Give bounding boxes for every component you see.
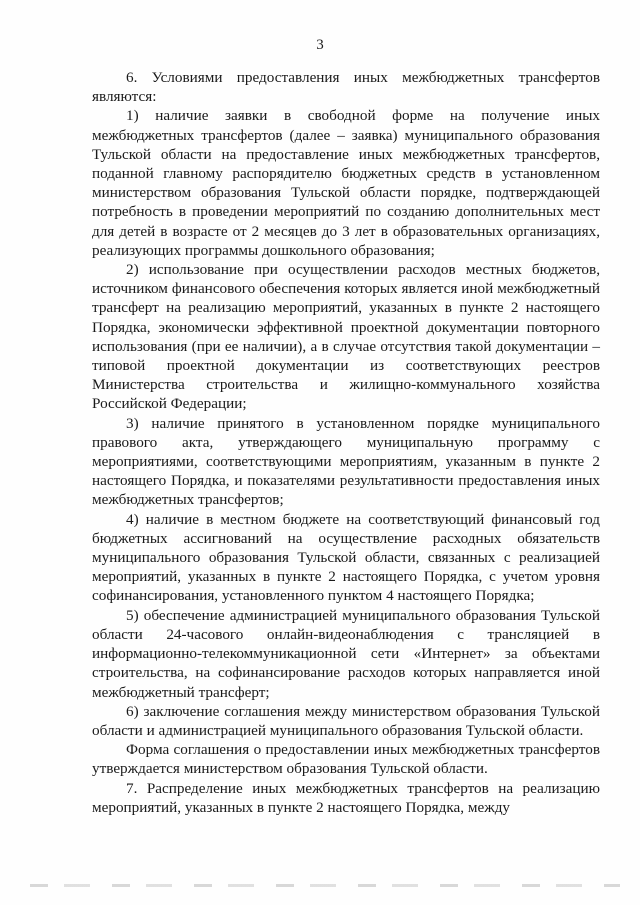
paragraph-subitem-5: 5) обеспечение администрацией муниципального образования Тульской области 24-часового онлайн-видеонаблюдения с трансляцией в информационно-телекоммуникационной сети «Интернет» за объектами строительства, на софинансирование расходов которых направляется иной межбюджетный трансферт; bbox=[92, 606, 600, 701]
paragraph-subitem-4: 4) наличие в местном бюджете на соответствующий финансовый год бюджетных ассигнований на осуществление расходных обязательств муниципального образования Тульской области, связанных с реализацией мероприятий, указанных в пункте 2 настоящего Порядка, с учетом уровня софинансирования, установленного пунктом 4 настоящего Порядка; bbox=[92, 510, 600, 605]
paragraph-subitem-1: 1) наличие заявки в свободной форме на получение иных межбюджетных трансфертов (далее – заявка) муниципального образования Тульской области на предоставление иных межбюджетных трансфертов, поданной главному распорядителю бюджетных средств в установленном министерством образования Тульской области порядке, подтверждающей потребность в проведении мероприятий по созданию дополнительных мест для детей в возрасте от 2 месяцев до 3 лет в образовательных организациях, реализующих программы дошкольного образования; bbox=[92, 107, 600, 259]
paragraph-subitem-3: 3) наличие принятого в установленном порядке муниципального правового акта, утверждающего муниципальную программу с мероприятиями, соответствующими мероприятиям, указанным в пункте 2 настоящего Порядка, и показателями результативности предоставления иных межбюджетных трансфертов; bbox=[92, 414, 600, 509]
paragraph-agreement-form: Форма соглашения о предоставлении иных межбюджетных трансфертов утверждается министерством образования Тульской области. bbox=[92, 741, 600, 778]
paragraph-subitem-6: 6) заключение соглашения между министерством образования Тульской области и администрацией муниципального образования Тульской области. bbox=[92, 702, 600, 739]
paragraph-subitem-2: 2) использование при осуществлении расходов местных бюджетов, источником финансового обеспечения которых является иной межбюджетный трансферт на реализацию мероприятий, указанных в пункте 2 настоящего Порядка, экономически эффективной проектной документации повторного использования (при ее наличии), а в случае отсутствия такой документации – типовой проектной документации из соответствующих реестров Министерства строительства и жилищно-коммунального хозяйства Российской Федерации; bbox=[92, 261, 600, 413]
paragraph-item-6: 6. Условиями предоставления иных межбюджетных трансфертов являются: bbox=[92, 69, 600, 106]
document-body bbox=[92, 68, 600, 817]
paragraph-item-7: 7. Распределение иных межбюджетных трансфертов на реализацию мероприятий, указанных в пункте 2 настоящего Порядка, между bbox=[92, 779, 600, 816]
page-number: 3 bbox=[316, 37, 324, 53]
scan-edge-artifact bbox=[30, 884, 620, 887]
